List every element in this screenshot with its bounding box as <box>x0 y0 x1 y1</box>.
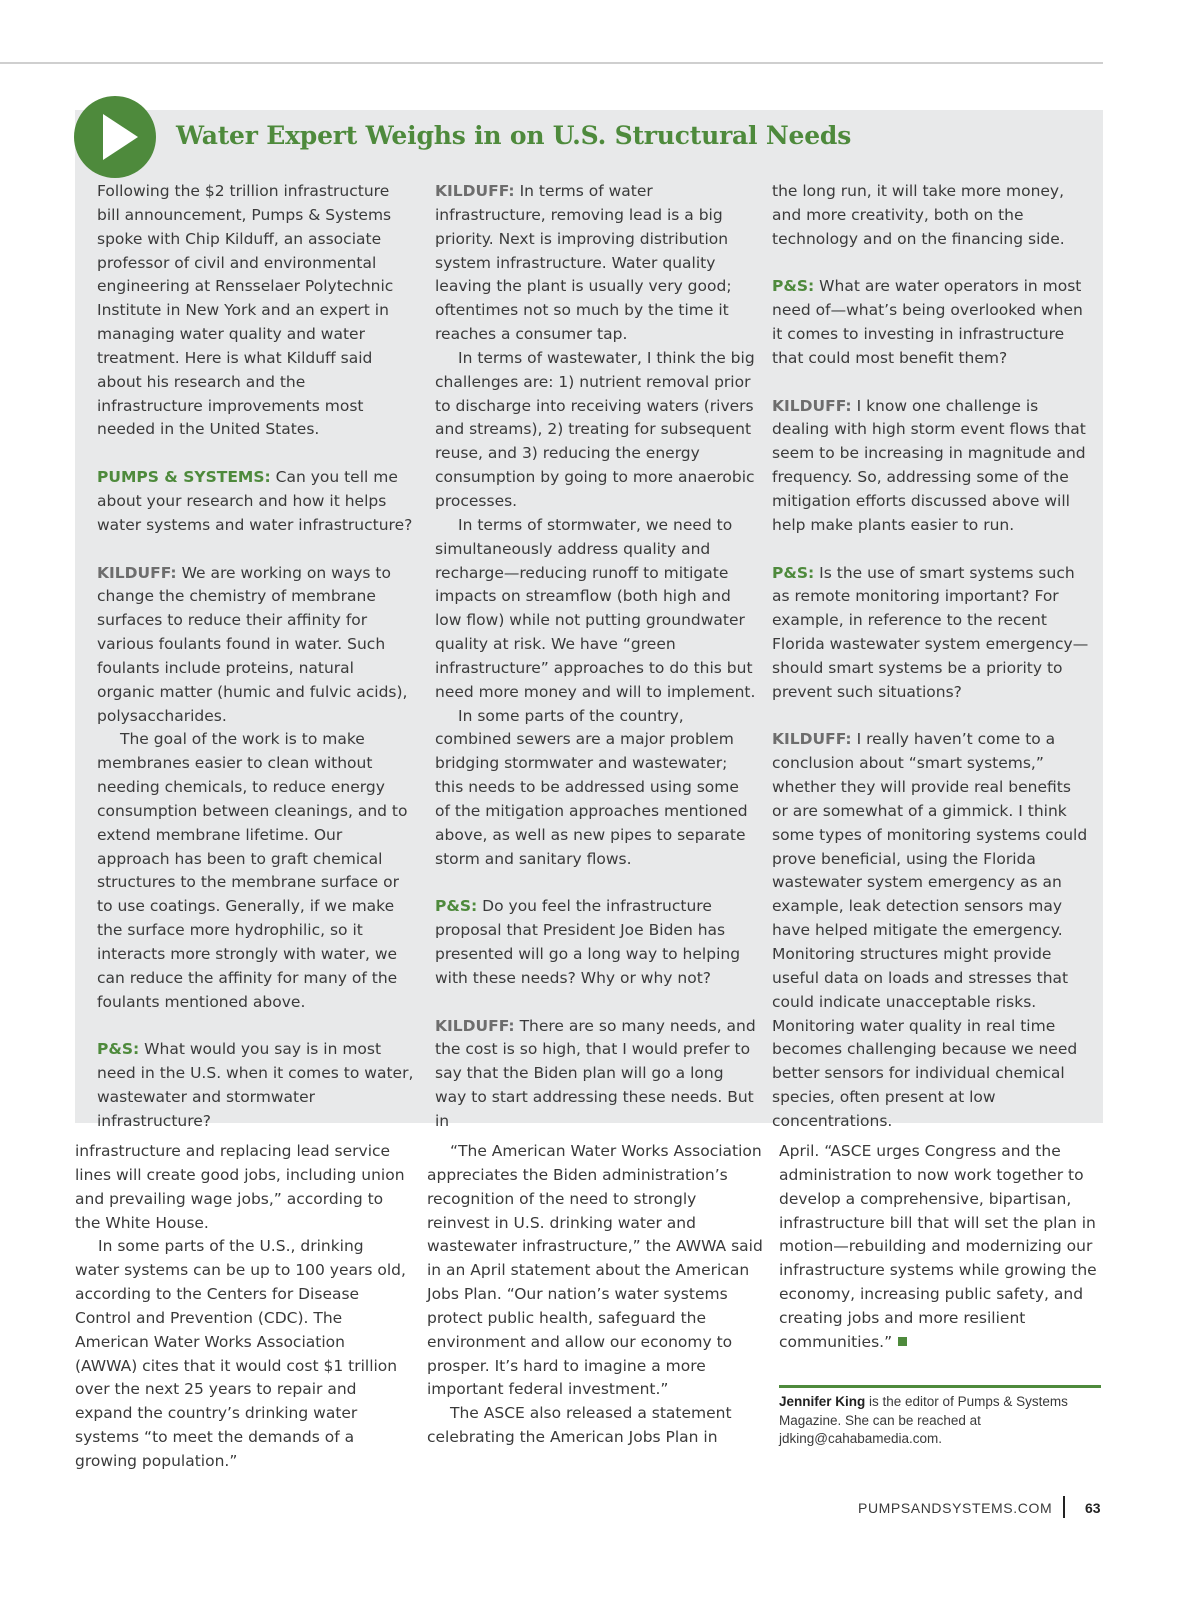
answer-label: KILDUFF: <box>772 396 852 415</box>
author-bio <box>779 1393 1101 1449</box>
question-text: What would you say is in most need in the U.S. when it comes to water, wastewater and stormwater infrastructure? <box>97 1040 414 1130</box>
author-name: Jennifer King <box>779 1394 866 1409</box>
article-column-3 <box>779 1140 1101 1355</box>
answer-4 <box>772 395 1090 538</box>
answer-5 <box>772 728 1090 1133</box>
footer-divider <box>1063 1496 1065 1518</box>
play-triangle-icon <box>74 96 156 178</box>
play-icon <box>74 96 156 178</box>
bio-rule <box>779 1385 1101 1388</box>
footer-website: PUMPSANDSYSTEMS.COM <box>858 1500 1053 1516</box>
answer-2-paragraph-3: In terms of stormwater, we need to simultaneously address quality and recharge—reducing runoff to mitigate impacts on streamflow (both high and low flow) while not putting groundwater quality at risk. We have “green infrastructure” approaches to do this but need more money and will to implement. <box>435 515 756 701</box>
answer-3 <box>435 1015 757 1134</box>
answer-2-paragraph-4: In some parts of the country, combined sewers are a major problem bridging stormwater and wastewater; this needs to be addressed using some of the mitigation approaches mentioned above, as well as new pipes to separate storm and sanitary flows. <box>435 706 748 868</box>
question-1 <box>97 466 415 538</box>
article-final-paragraph <box>779 1140 1101 1355</box>
question-label: P&S: <box>97 1040 140 1059</box>
article-paragraph: The ASCE also released a statement celebrating the American Jobs Plan in <box>427 1404 732 1447</box>
answer-label: KILDUFF: <box>97 563 177 582</box>
answer-3-continued: the long run, it will take more money, and more creativity, both on the technology and on the financing side. <box>772 182 1065 248</box>
author-bio-text: is the editor of Pumps & Systems Magazine. She can be reached at jdking@cahabamedia.com. <box>779 1394 1068 1447</box>
question-4 <box>772 275 1090 370</box>
top-rule <box>0 62 1103 64</box>
answer-text: I really haven’t come to a conclusion about “smart systems,” whether they will provide real benefits or are somewhat of a gimmick. I think some types of monitoring systems could prove beneficial, using the Florida wastewater system emergency as an example, leak detection sensors may have helped mitigate the emergency. Monitoring structures might provide useful data on loads and stresses that could indicate unacceptable risks. Monitoring water quality in real time becomes challenging because we need better sensors for individual chemical species, often present at low concentrations. <box>772 730 1088 1130</box>
answer-2-paragraph-2: In terms of wastewater, I think the big challenges are: 1) nutrient removal prior to discharge into receiving waters (rivers and streams), 2) treating for subsequent reuse, and 3) reducing the energy consumption by going to more anaerobic processes. <box>435 348 755 510</box>
answer-text: In terms of water infrastructure, removing lead is a big priority. Next is improving distribution system infrastructure. Water quality leaving the plant is usually very good; oftentimes not so much by the time it reaches a consumer tap. <box>435 182 732 344</box>
question-label: P&S: <box>772 563 815 582</box>
page-number: 63 <box>1085 1500 1101 1516</box>
sidebar-title: Water Expert Weighs in on U.S. Structural Needs <box>176 121 852 150</box>
answer-1-paragraph-2: The goal of the work is to make membranes easier to clean without needing chemicals, to reduce energy consumption between cleanings, and to extend membrane lifetime. Our approach has been to graft chemical structures to the membrane surface or to use coatings. Generally, if we make the surface more hydrophilic, so it interacts more strongly with water, we can reduce the affinity for many of the foulants mentioned above. <box>97 730 408 1011</box>
answer-label: KILDUFF: <box>435 1016 515 1035</box>
sidebar-column-2 <box>435 180 757 1134</box>
question-label: PUMPS & SYSTEMS: <box>97 468 271 487</box>
question-label: P&S: <box>772 277 815 296</box>
answer-text: I know one challenge is dealing with high storm event flows that seem to be increasing in magnitude and frequency. So, addressing some of the mitigation efforts discussed above will help make plants easier to run. <box>772 396 1086 534</box>
article-paragraph: “The American Water Works Association appreciates the Biden administration’s recognition of the need to strongly reinvest in U.S. drinking water and wastewater infrastructure,” the AWWA said in an April statement about the American Jobs Plan. “Our nation’s water systems protect public health, safeguard the environment and allow our economy to prosper. It’s hard to imagine a more important federal investment.” <box>427 1142 763 1399</box>
question-text: Can you tell me about your research and how it helps water systems and water infrastructure? <box>97 468 413 534</box>
answer-text: There are so many needs, and the cost is so high, that I would prefer to say that the Biden plan will go a long way to start addressing these needs. But in <box>435 1016 756 1130</box>
sidebar-column-3 <box>772 180 1090 1134</box>
intro-paragraph: Following the $2 trillion infrastructure bill announcement, Pumps & Systems spoke with Chip Kilduff, an associate professor of civil and environmental engineering at Rensselaer Polytechnic Institute in New York and an expert in managing water quality and water treatment. Here is what Kilduff said about his research and the infrastructure improvements most needed in the United States. <box>97 182 394 439</box>
question-label: P&S: <box>435 897 478 916</box>
article-column-2 <box>427 1140 763 1450</box>
question-text: Is the use of smart systems such as remote monitoring important? For example, in reference to the recent Florida wastewater system emergency—should smart systems be a priority to prevent such situations? <box>772 563 1089 701</box>
article-paragraph-text: April. “ASCE urges Congress and the administration to now work together to develop a comprehensive, bipartisan, infrastructure bill that will set the plan in motion—rebuilding and modernizing our infrastructure systems while growing the economy, increasing public safety, and creating jobs and more resilient communities.” <box>779 1142 1097 1351</box>
article-column-1 <box>75 1140 411 1474</box>
answer-text: We are working on ways to change the chemistry of membrane surfaces to reduce their affinity for various foulants found in water. Such foulants include proteins, natural organic matter (humic and fulvic acids), polysaccharides. <box>97 563 408 725</box>
question-3 <box>435 895 757 990</box>
answer-2 <box>435 180 757 347</box>
end-square-icon <box>898 1337 907 1346</box>
question-text: What are water operators in most need of—what’s being overlooked when it comes to investing in infrastructure that could most benefit them? <box>772 277 1083 367</box>
article-paragraph: In some parts of the U.S., drinking water systems can be up to 100 years old, according to the Centers for Disease Control and Prevention (CDC). The American Water Works Association (AWWA) cites that it would cost $1 trillion over the next 25 years to repair and expand the country’s drinking water systems “to meet the demands of a growing population.” <box>75 1237 406 1470</box>
answer-1 <box>97 562 415 729</box>
article-paragraph: infrastructure and replacing lead service lines will create good jobs, including union and prevailing wage jobs,” according to the White House. <box>75 1142 405 1232</box>
question-5 <box>772 562 1090 705</box>
sidebar-column-1 <box>97 180 415 1134</box>
answer-label: KILDUFF: <box>772 730 852 749</box>
question-text: Do you feel the infrastructure proposal that President Joe Biden has presented will go a long way to helping with these needs? Why or why not? <box>435 897 741 987</box>
question-2 <box>97 1038 415 1133</box>
answer-label: KILDUFF: <box>435 182 515 200</box>
